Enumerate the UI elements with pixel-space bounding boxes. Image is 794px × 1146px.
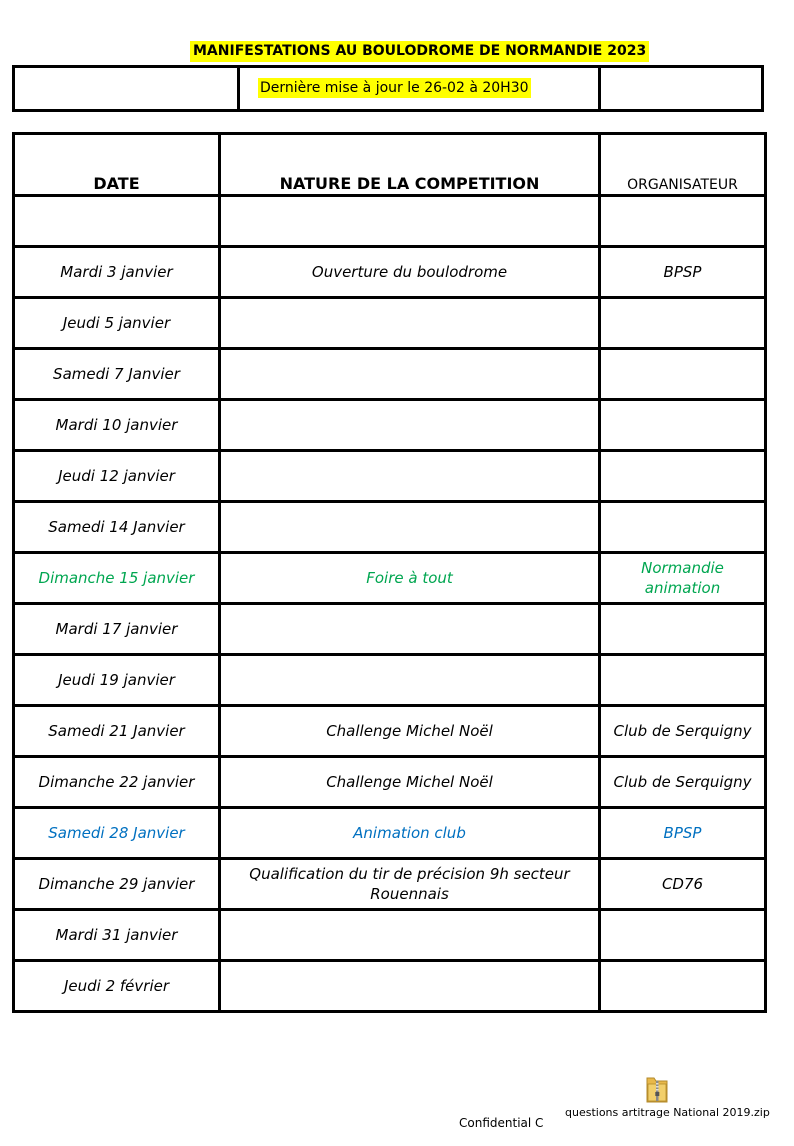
cell-organizer <box>600 196 766 247</box>
cell-nature <box>220 502 600 553</box>
cell-date: Samedi 14 Janvier <box>14 502 220 553</box>
cell-nature: Ouverture du boulodrome <box>220 247 600 298</box>
attachment-filename[interactable]: questions artitrage National 2019.zip <box>565 1106 770 1119</box>
table-row <box>14 757 766 808</box>
table-row <box>14 502 766 553</box>
cell-organizer: CD76 <box>600 859 766 910</box>
cell-organizer: Club de Serquigny <box>600 757 766 808</box>
cell-organizer <box>600 910 766 961</box>
events-table <box>12 132 767 1013</box>
cell-date: Jeudi 5 janvier <box>14 298 220 349</box>
cell-organizer <box>600 604 766 655</box>
cell-date: Dimanche 22 janvier <box>14 757 220 808</box>
table-row <box>14 196 766 247</box>
cell-nature <box>220 196 600 247</box>
divider <box>237 68 240 109</box>
cell-organizer <box>600 400 766 451</box>
cell-date <box>14 196 220 247</box>
table-row <box>14 859 766 910</box>
table-row <box>14 451 766 502</box>
cell-date: Mardi 17 janvier <box>14 604 220 655</box>
cell-date: Jeudi 12 janvier <box>14 451 220 502</box>
cell-date: Mardi 31 janvier <box>14 910 220 961</box>
table-row <box>14 298 766 349</box>
cell-organizer <box>600 298 766 349</box>
cell-nature <box>220 298 600 349</box>
cell-organizer: BPSP <box>600 808 766 859</box>
cell-date: Jeudi 19 janvier <box>14 655 220 706</box>
cell-organizer <box>600 961 766 1012</box>
cell-nature <box>220 655 600 706</box>
cell-nature <box>220 400 600 451</box>
divider <box>598 68 601 109</box>
page-title: MANIFESTATIONS AU BOULODROME DE NORMANDIE 2023 <box>190 41 649 62</box>
table-row <box>14 910 766 961</box>
table-row <box>14 247 766 298</box>
cell-organizer: Normandie animation <box>600 553 766 604</box>
table-row <box>14 553 766 604</box>
cell-date: Jeudi 2 février <box>14 961 220 1012</box>
cell-organizer <box>600 349 766 400</box>
cell-organizer <box>600 502 766 553</box>
column-header-date: DATE <box>14 134 220 196</box>
cell-organizer: Club de Serquigny <box>600 706 766 757</box>
cell-nature: Foire à tout <box>220 553 600 604</box>
table-header-row <box>14 134 766 196</box>
cell-date: Mardi 10 janvier <box>14 400 220 451</box>
cell-nature: Challenge Michel Noël <box>220 757 600 808</box>
cell-date: Dimanche 15 janvier <box>14 553 220 604</box>
cell-nature: Challenge Michel Noël <box>220 706 600 757</box>
table-row <box>14 655 766 706</box>
table-row <box>14 961 766 1012</box>
cell-nature <box>220 604 600 655</box>
column-header-nature: NATURE DE LA COMPETITION <box>220 134 600 196</box>
cell-organizer: BPSP <box>600 247 766 298</box>
cell-nature <box>220 961 600 1012</box>
confidential-label: Confidential C <box>459 1116 544 1130</box>
cell-nature <box>220 910 600 961</box>
zip-folder-icon[interactable] <box>645 1074 669 1104</box>
cell-date: Samedi 7 Janvier <box>14 349 220 400</box>
cell-date: Samedi 21 Janvier <box>14 706 220 757</box>
cell-nature: Animation club <box>220 808 600 859</box>
table-row <box>14 349 766 400</box>
cell-date: Mardi 3 janvier <box>14 247 220 298</box>
table-row <box>14 706 766 757</box>
cell-nature <box>220 349 600 400</box>
table-row <box>14 808 766 859</box>
last-update-text: Dernière mise à jour le 26-02 à 20H30 <box>260 80 529 96</box>
cell-date: Samedi 28 Janvier <box>14 808 220 859</box>
cell-nature <box>220 451 600 502</box>
column-header-organizer: ORGANISATEUR <box>600 134 766 196</box>
table-row <box>14 604 766 655</box>
cell-organizer <box>600 655 766 706</box>
table-row <box>14 400 766 451</box>
cell-organizer <box>600 451 766 502</box>
cell-nature: Qualification du tir de précision 9h secteur Rouennais <box>220 859 600 910</box>
cell-date: Dimanche 29 janvier <box>14 859 220 910</box>
